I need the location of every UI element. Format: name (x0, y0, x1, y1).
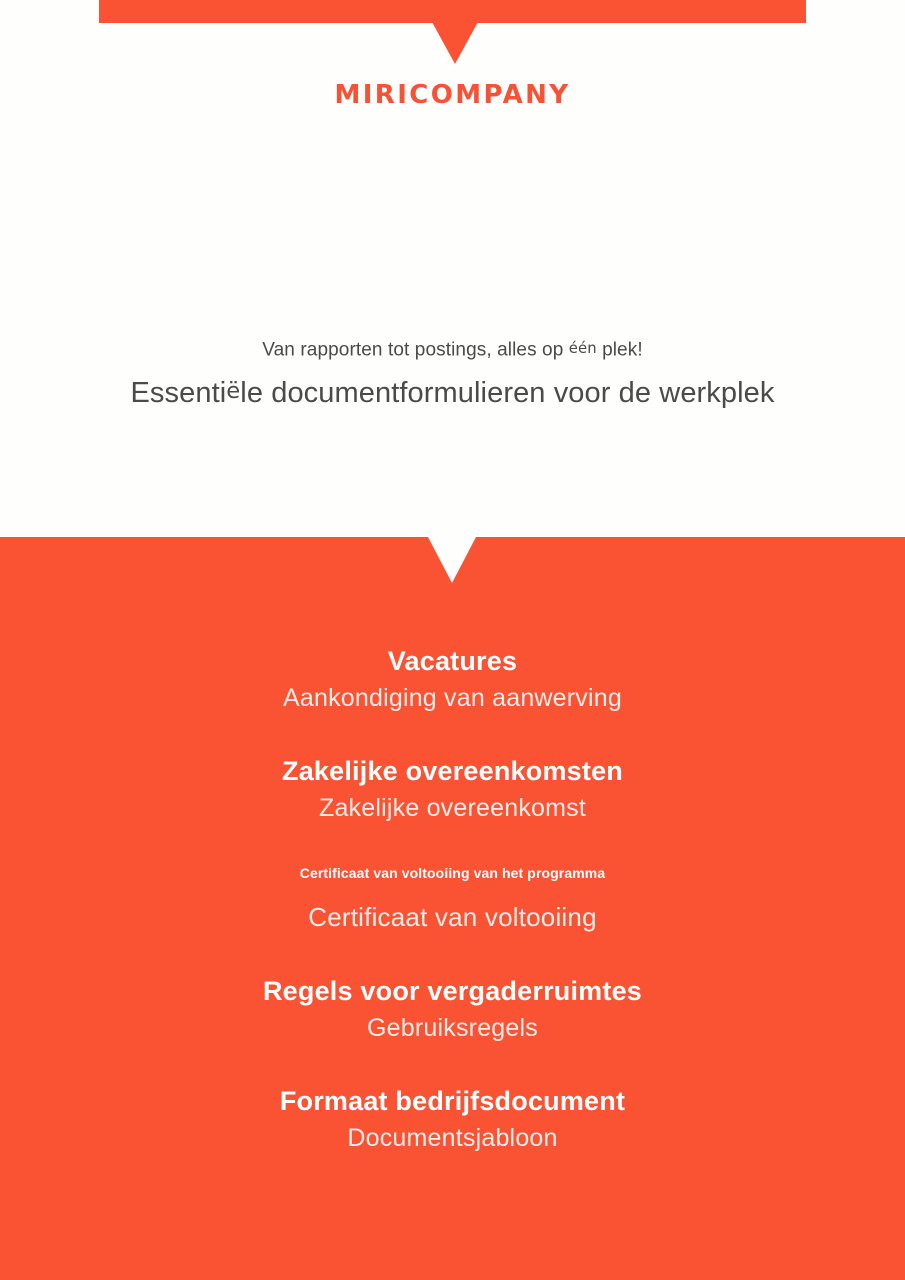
hero-section (0, 0, 905, 537)
hero-eyebrow-suffix: plek! (596, 339, 643, 361)
top-accent-banner (99, 0, 806, 23)
hero-text-block (0, 336, 905, 411)
document-subtitle: Zakelijke overeenkomst (318, 794, 586, 822)
document-list (0, 642, 905, 1156)
list-spacer (0, 848, 905, 862)
list-item[interactable] (0, 642, 905, 716)
banner-arrow-down-icon (432, 22, 478, 64)
section-arrow-down-icon (428, 537, 476, 583)
list-item[interactable] (0, 972, 905, 1046)
hero-headline-suffix: le documentformulieren voor de werkplek (240, 376, 775, 409)
document-subtitle: Documentsjabloon (347, 1124, 558, 1152)
document-title: Formaat bedrijfsdocument (279, 1086, 626, 1116)
list-spacer (0, 738, 905, 752)
hero-eyebrow-accent: één (568, 340, 597, 357)
brand-logo-text: MIRICOMPANY (334, 80, 571, 110)
list-item[interactable] (0, 862, 905, 936)
document-title: Vacatures (387, 646, 518, 676)
hero-eyebrow (0, 336, 905, 364)
hero-headline-prefix: Essenti (130, 376, 227, 409)
documents-section (0, 537, 905, 1280)
document-title: Certificaat van voltooiing van het programma (299, 865, 606, 881)
document-title: Regels voor vergaderruimtes (262, 976, 643, 1006)
document-subtitle: Certificaat van voltooiing (308, 902, 597, 932)
document-subtitle: Aankondiging van aanwerving (283, 684, 622, 712)
document-subtitle: Gebruiksregels (367, 1014, 538, 1042)
list-spacer (0, 1068, 905, 1082)
list-spacer (0, 958, 905, 972)
hero-headline (0, 373, 905, 411)
hero-eyebrow-prefix: Van rapporten tot postings, alles op (262, 339, 569, 361)
list-item[interactable] (0, 752, 905, 826)
document-title: Zakelijke overeenkomsten (282, 756, 623, 786)
list-item[interactable] (0, 1082, 905, 1156)
hero-headline-accent: ë (226, 377, 241, 404)
